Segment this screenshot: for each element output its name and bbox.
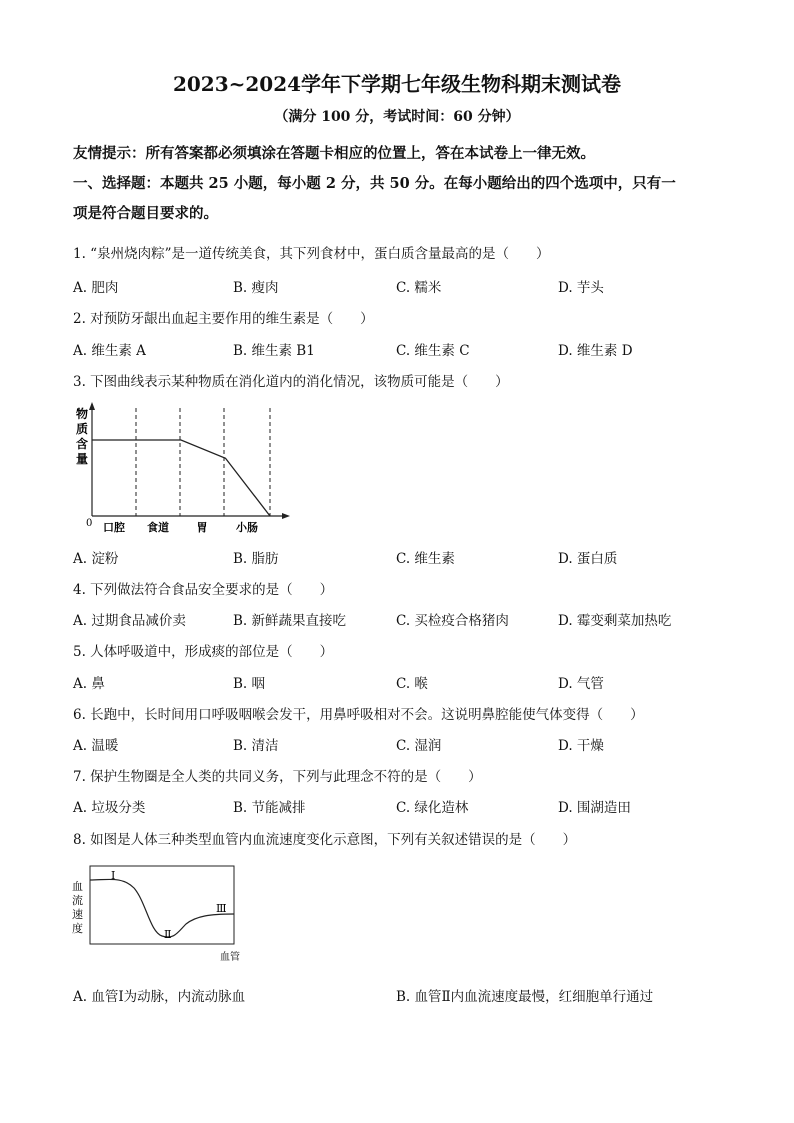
marker-vessel-3: Ⅲ xyxy=(216,902,227,915)
y-label-char-4: 度 xyxy=(72,922,83,935)
section-heading-line1: 一、选择题：本题共 25 小题，每小题 2 分，共 50 分。在每小题给出的四个选项中，只有一 xyxy=(73,175,676,192)
origin-label: 0 xyxy=(86,518,93,529)
y-label-char-1: 物 xyxy=(76,407,89,421)
region-small-intestine: 小肠 xyxy=(236,521,258,534)
x-axis-arrow xyxy=(282,513,290,519)
q4-option-b: B. 新鲜蔬果直接吃 xyxy=(233,613,347,629)
question-1-stem: 1. “泉州烧肉粽”是一道传统美食，其下列食材中，蛋白质含量最高的是（ ） xyxy=(73,246,550,262)
q8-option-a: A. 血管Ⅰ为动脉，内流动脉血 xyxy=(73,989,246,1005)
question-7-stem: 7. 保护生物圈是全人类的共同义务，下列与此理念不符的是（ ） xyxy=(73,769,482,785)
q4-option-a: A. 过期食品减价卖 xyxy=(73,613,186,629)
q8-option-b: B. 血管Ⅱ内血流速度最慢，红细胞单行通过 xyxy=(396,989,654,1005)
region-stomach: 胃 xyxy=(196,521,208,534)
q7-option-a: A. 垃圾分类 xyxy=(73,800,146,816)
region-esophagus: 食道 xyxy=(147,521,169,534)
q6-option-c: C. 湿润 xyxy=(396,738,442,754)
exam-info: （满分 100 分，考试时间：60 分钟） xyxy=(274,109,520,125)
question-3-stem: 3. 下图曲线表示某种物质在消化道内的消化情况，该物质可能是（ ） xyxy=(73,374,509,390)
q7-option-d: D. 围湖造田 xyxy=(558,800,631,816)
y-label-char-2: 质 xyxy=(76,422,89,436)
x-axis-label: 血管 xyxy=(220,952,240,963)
content-curve xyxy=(92,440,270,516)
question-5-stem: 5. 人体呼吸道中，形成痰的部位是（ ） xyxy=(73,644,334,660)
q7-option-b: B. 节能减排 xyxy=(233,800,306,816)
section-heading-line2: 项是符合题目要求的。 xyxy=(73,205,218,222)
q1-option-a: A. 肥肉 xyxy=(73,280,119,296)
question-8-stem: 8. 如图是人体三种类型血管内血流速度变化示意图，下列有关叙述错误的是（ ） xyxy=(73,832,577,848)
q1-option-d: D. 芋头 xyxy=(558,280,604,296)
q1-option-b: B. 瘦肉 xyxy=(233,280,279,296)
y-label-char-3: 含 xyxy=(76,437,89,451)
q4-option-c: C. 买检疫合格猪肉 xyxy=(396,613,509,629)
velocity-curve xyxy=(90,879,234,937)
y-label-char-4: 量 xyxy=(76,452,89,466)
y-axis-arrow xyxy=(89,402,95,410)
q2-option-b: B. 维生素 B1 xyxy=(233,343,315,359)
q1-option-c: C. 糯米 xyxy=(396,280,442,296)
q5-option-a: A. 鼻 xyxy=(73,676,105,692)
question-6-stem: 6. 长跑中，长时间用口呼吸咽喉会发干，用鼻呼吸相对不会。这说明鼻腔能使气体变得（ ） xyxy=(73,707,644,723)
y-label-char-3: 速 xyxy=(72,908,83,921)
q2-option-a: A. 维生素 A xyxy=(73,343,146,359)
region-mouth: 口腔 xyxy=(103,521,125,534)
marker-vessel-2: Ⅱ xyxy=(164,928,172,941)
q7-option-c: C. 绿化造林 xyxy=(396,800,469,816)
q6-option-b: B. 清洁 xyxy=(233,738,279,754)
q3-option-d: D. 蛋白质 xyxy=(558,551,618,567)
q4-option-d: D. 霉变剩菜加热吃 xyxy=(558,613,672,629)
q3-option-a: A. 淀粉 xyxy=(73,551,119,567)
digestion-curve-figure xyxy=(70,402,300,536)
page-title: 2023~2024学年下学期七年级生物科期末测试卷 xyxy=(172,72,622,96)
q2-option-c: C. 维生素 C xyxy=(396,343,470,359)
blood-flow-figure xyxy=(70,862,242,968)
y-label-char-2: 流 xyxy=(72,894,83,907)
q5-option-c: C. 喉 xyxy=(396,676,428,692)
q3-option-b: B. 脂肪 xyxy=(233,551,279,567)
q6-option-a: A. 温暖 xyxy=(73,738,119,754)
y-label-char-1: 血 xyxy=(72,880,83,893)
q5-option-d: D. 气管 xyxy=(558,676,604,692)
friendly-tip: 友情提示：所有答案都必须填涂在答题卡相应的位置上，答在本试卷上一律无效。 xyxy=(73,145,595,162)
q5-option-b: B. 咽 xyxy=(233,676,266,692)
question-4-stem: 4. 下列做法符合食品安全要求的是（ ） xyxy=(73,582,334,598)
q6-option-d: D. 干燥 xyxy=(558,738,604,754)
marker-vessel-1: Ⅰ xyxy=(111,869,116,882)
q2-option-d: D. 维生素 D xyxy=(558,343,633,359)
q3-option-c: C. 维生素 xyxy=(396,551,455,567)
question-2-stem: 2. 对预防牙龈出血起主要作用的维生素是（ ） xyxy=(73,311,374,327)
